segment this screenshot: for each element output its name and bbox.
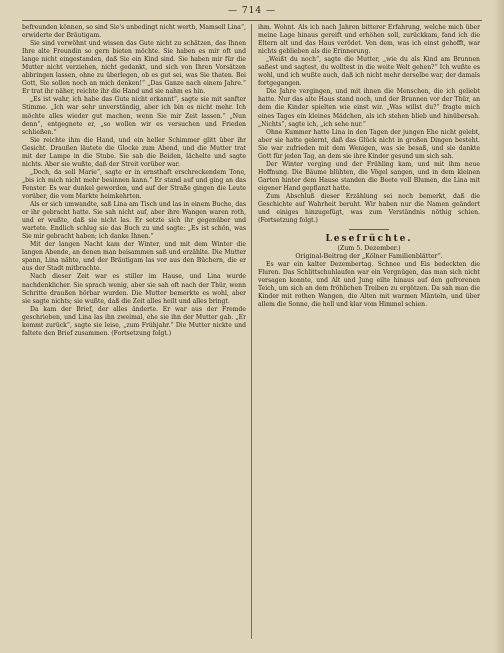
left-column	[22, 24, 246, 639]
right-paragraph: ihm. Wohnt. Als ich nach Jahren bitterer Erfahrung, welche mich über meine Lage hinaus gereift und erhöhen soll, zurückkam, fand ich die Eltern alt und das Haus verödet. Von dem, was ich einst gehofft, war nichts geblieben als die Erinnerung.	[258, 24, 480, 56]
left-paragraph: Als er sich umwandte, saß Lina am Tisch und las in einem Buche, das er ihr gebracht hatte. Sie sah nicht auf, aber ihre Wangen waren roth, und er wußte, daß sie nicht las. Er setzte sich ihr gegenüber und wartete. Endlich schlug sie das Buch zu und sagte: „Es ist schön, was Sie mir gebracht haben; ich danke Ihnen.“	[22, 201, 246, 241]
section-paragraph: Es war ein kalter Dezembertag. Schnee und Eis bedeckten die Fluren. Das Schlittschuhlaufen war ein Vergnügen, das man sich nicht versagen konnte, und Alt und Jung eilte hinaus auf den gefrorenen Teich, um sich an dem fröhlichen Treiben zu ergötzen. Da sah man die Kinder mit rothen Wangen, die Alten mit warmen Mänteln, und über allem die Sonne, die hell und klar vom Himmel schien.	[258, 261, 480, 309]
section-separator	[349, 229, 389, 230]
right-column	[258, 24, 480, 639]
page-number: — 714 —	[228, 6, 276, 16]
left-paragraph: „Es ist wahr, ich habe das Gute nicht erkannt“, sagte sie mit sanfter Stimme. „Ich war sehr unverständig, aber ich bin es nicht mehr. Ich möchte alles wieder gut machen, wenn Sie mir Zeit lassen.“ „Nun denn“, entgegnete er, „so wollen wir es versuchen und Frieden schließen.“	[22, 96, 246, 136]
left-paragraph: „Doch, da soll Marie“, sagte er in ernsthaft erschreckendem Tone, „bis ich mich nicht mehr besinnen kann.“ Er stand auf und ging an das Fenster. Es war dunkel geworden, und auf der Straße gingen die Leute vorüber, die vom Markte heimkehrten.	[22, 168, 246, 200]
left-paragraph: Nach dieser Zeit war es stiller im Hause, und Lina wurde nachdenklicher. Sie sprach wenig, aber sie sah oft nach der Thür, wenn Schritte draußen hörbar wurden. Die Mutter bemerkte es wohl, aber sie sagte nichts; sie wußte, daß die Zeit alles heilt und alles bringt.	[22, 273, 246, 305]
right-paragraph: Ohne Kummer hatte Lina in den Tagen der jungen Ehe nicht gelebt, aber sie hatte gelernt, daß das Glück nicht in großen Dingen besteht. Sie war zufrieden mit dem Wenigen, was sie besaß, und sie dankte Gott für jeden Tag, an dem sie ihre Kinder gesund um sich sah.	[258, 128, 480, 160]
left-paragraph: Sie reichte ihm die Hand, und ein heller Schimmer glitt über ihr Gesicht. Draußen läutete die Glocke zum Abend, und die Mutter trat mit der Lampe in die Stube. Sie sah die Beiden, lächelte und sagte nichts. Aber sie wußte, daß der Streit vorüber war.	[22, 136, 246, 168]
right-paragraph: Die Jahre vergingen, und mit ihnen die Menschen, die ich geliebt hatte. Nur das alte Haus stand noch, und der Brunnen vor der Thür, an dem die Kinder spielten wie einst wir. „Was willst du?“ fragte mich eines Tages ein kleines Mädchen, als ich stehen blieb und hinübersah. „Nichts“, sagte ich, „ich sehe nur.“	[258, 88, 480, 128]
section-byline: Original-Beitrag der „Kölner Familienblätter“.	[295, 253, 443, 261]
left-paragraph: Mit der langen Nacht kam der Winter, und mit dem Winter die langen Abende, an denen man beisammen saß und erzählte. Die Mutter spann, Lina nähte, und der Bräutigam las vor aus den Büchern, die er aus der Stadt mitbrachte.	[22, 241, 246, 273]
left-paragraph: Da kam der Brief, der alles änderte. Er war aus der Fremde geschrieben, und Lina las ihn zweimal, ehe sie ihn der Mutter gab. „Er kommt zurück“, sagte sie leise, „zum Frühjahr.“ Die Mutter nickte und faltete den Brief zusammen. (Fortsetzung folgt.)	[22, 305, 246, 337]
right-paragraph: Zum Abschluß dieser Erzählung sei noch bemerkt, daß die Geschichte auf Wahrheit beruht. Wir haben nur die Namen geändert und einiges hinzugefügt, was zum Verständnis nöthig schien. (Fortsetzung folgt.)	[258, 192, 480, 225]
right-paragraph: Der Winter verging und der Frühling kam, und mit ihm neue Hoffnung. Die Bäume blühten, die Vögel sangen, und in dem kleinen Garten hinter dem Hause standen die Beete voll Blumen, die Lina mit eigener Hand gepflanzt hatte.	[258, 160, 480, 192]
section-title: Lesefrüchte.	[325, 234, 413, 245]
page-header	[22, 6, 482, 21]
left-paragraph: Sie sind verwöhnt und wissen das Gute nicht zu schätzen, das Ihnen Ihre alte Freundin so gern bieten möchte. Sie haben es mir oft und lange nicht eingestanden, daß Sie ein Kind sind. Sie haben mir für die Mutter nicht verziehen, nicht gedankt, und sich von Ihren Vorsätzen abbringen lassen, ohne zu überlegen, ob es gut sei, was Sie thaten. Bei Gott, Sie sollen noch an mich denken!“ „Das Ganze nach einem Jahre.“ Er trat ihr näher, reichte ihr die Hand und sie nahm es hin.	[22, 40, 246, 96]
section-subtitle: (Zum 5. Dezember.)	[337, 245, 401, 253]
column-divider	[251, 24, 252, 639]
page-edge-shadow	[494, 0, 504, 653]
left-paragraph: befreunden können, so sind Sie's unbedingt nicht werth, Mamsell Lina“, erwiderte der Bräutigam.	[22, 24, 246, 40]
right-paragraph: „Weißt du noch“, sagte die Mutter, „wie du als Kind am Brunnen saßest und sagtest, du wolltest in die weite Welt gehen?“ Ich wußte es wohl, und ich wußte auch, daß ich nicht mehr derselbe war, der damals fortgegangen.	[258, 56, 480, 88]
